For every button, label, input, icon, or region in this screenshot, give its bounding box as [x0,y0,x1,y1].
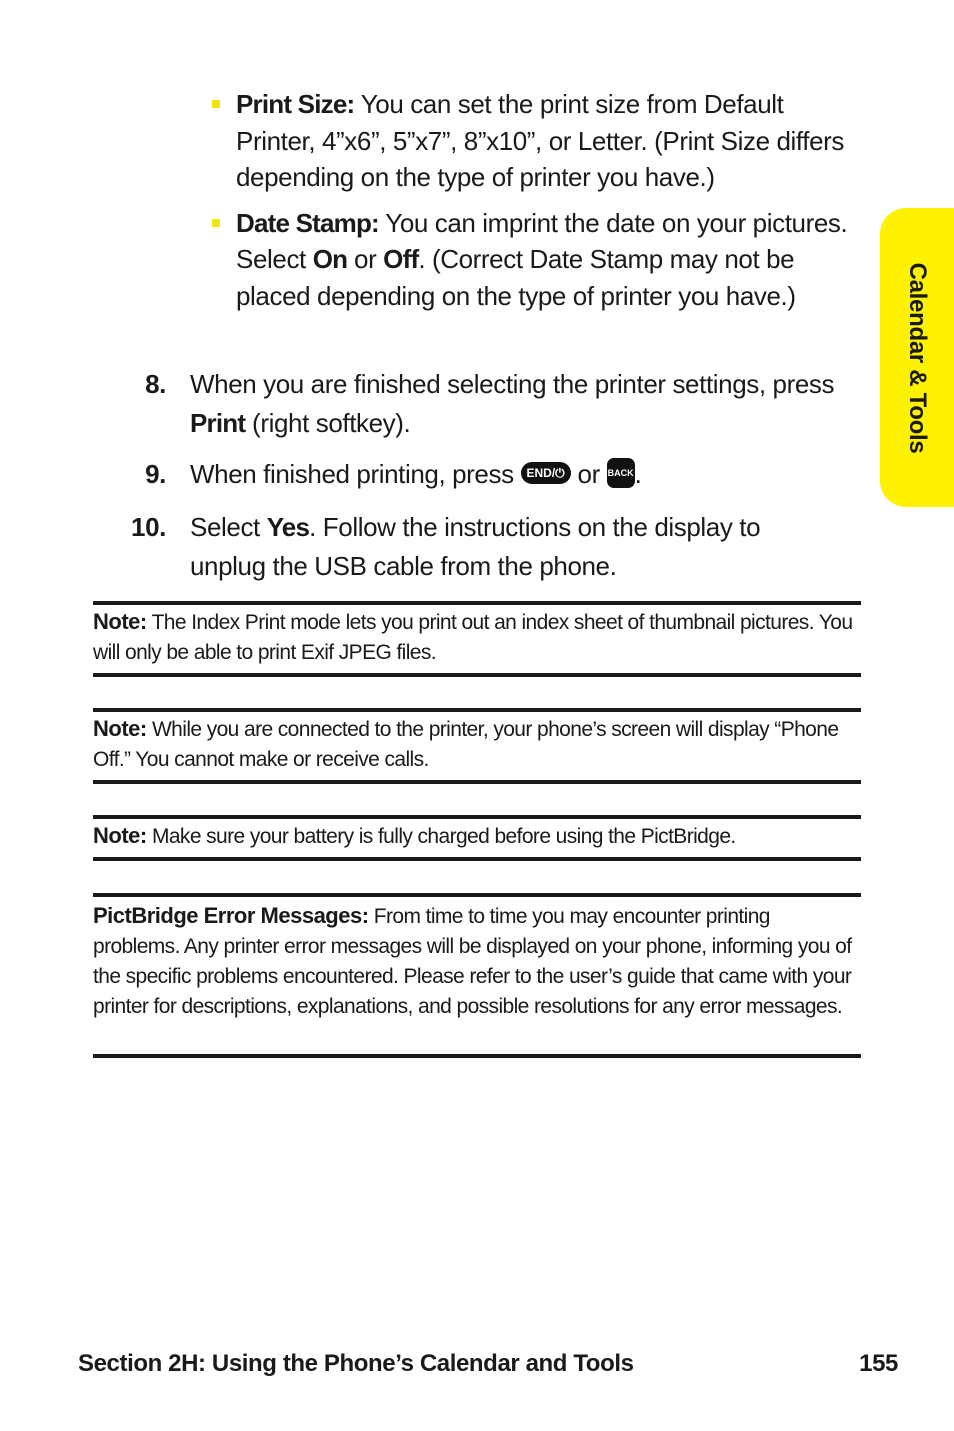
end-key-icon: END/⏻ [521,462,571,484]
bullet-print-size [212,86,852,196]
back-key-icon: BACK [607,458,635,488]
note-battery [93,815,861,861]
step-8 [120,365,840,442]
step-text-part: . [634,459,642,489]
note-index-print [93,601,861,677]
step-text [190,365,840,442]
note-phone-off [93,708,861,784]
footer-section-title: Section 2H: Using the Phone’s Calendar and Tools [78,1350,634,1377]
note-text: The Index Print mode lets you print out an index sheet of thumbnail pictures. You will only be able to print Exif JPEG files. [93,611,853,664]
step-text-part: Select [190,512,267,542]
step-number: 9. [145,459,166,489]
note-label: Note: [93,823,147,848]
bullet-text: You can set the print size from Default Printer, 4”x6”, 5”x7”, 8”x10”, or Letter. (Print Size differs depending on the type of printer you have.) [236,89,845,192]
bullet-square-icon [212,219,220,227]
step-text-part: . Follow the instructions on the display to unplug the USB cable from the phone. [190,512,761,581]
step-9 [120,455,840,494]
bullet-text: You can imprint the date on your pictures. Select [236,207,848,274]
note-text: From time to time you may encounter printing problems. Any printer error messages will be displayed on your phone, informing you of the specific problems encountered. Please refer to the user’s guide that came with your printer for descriptions, explanations, and possible resolutions for any error messages. [93,905,852,1018]
note-label: Note: [93,609,147,634]
note-pictbridge-errors [93,893,861,1058]
step-text-part: or [570,459,607,489]
softkey-print: Print [190,407,246,438]
option-yes: Yes [266,512,310,542]
page-number: 155 [859,1350,898,1377]
step-number: 8. [145,369,166,399]
option-off: Off [383,244,419,274]
step-number: 10. [131,512,166,542]
step-text-part: (right softkey). [245,407,411,438]
bullet-text: . (Correct Date Stamp may not be placed depending on the type of printer you have.) [236,244,796,311]
step-text-part: When you are finished selecting the printer settings, press [190,369,835,399]
step-10 [120,508,840,585]
option-on: On [312,244,348,274]
bullet-label: Date Stamp: [236,207,379,238]
step-text [190,455,840,494]
step-text-part: When finished printing, press [190,459,521,489]
bullet-list [212,86,852,314]
bullet-text: or [347,244,384,274]
bullet-square-icon [212,100,220,108]
side-tab-label: Calendar & Tools [904,262,931,453]
note-label: PictBridge Error Messages: [93,903,369,928]
bullet-date-stamp [212,205,852,315]
section-side-tab [880,208,954,507]
page-footer [78,1350,898,1378]
note-label: Note: [93,716,147,741]
step-text [190,508,840,585]
bullet-label: Print Size: [236,89,355,119]
note-text: While you are connected to the printer, your phone’s screen will display “Phone Off.” You cannot make or receive calls. [93,718,839,771]
note-text: Make sure your battery is fully charged before using the PictBridge. [146,825,736,848]
